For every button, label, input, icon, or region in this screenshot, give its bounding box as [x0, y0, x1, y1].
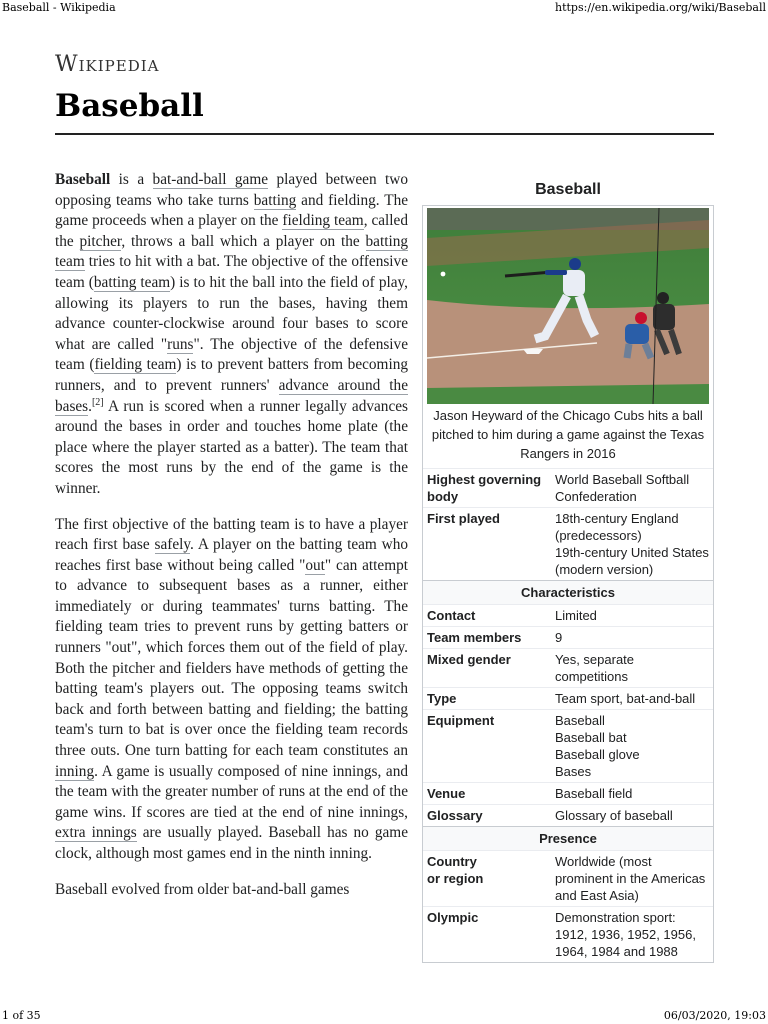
print-timestamp: 06/03/2020, 19:03 [663, 1009, 766, 1022]
link-pitcher[interactable]: pitcher [79, 232, 122, 250]
print-header [0, 0, 768, 16]
row-label: Team members [427, 630, 522, 645]
row-value[interactable]: Baseball field [555, 786, 633, 801]
row-label: First played [427, 511, 500, 526]
section-presence: Presence [423, 826, 713, 850]
row-label-line: Country [427, 854, 477, 869]
wikipedia-wordmark[interactable]: Wikipedia [55, 52, 160, 77]
link-fielding-team-2[interactable]: fielding team [94, 356, 177, 374]
text: and fielding. The game proceeds when a player on the [55, 191, 409, 230]
row-label: Olympic [427, 910, 479, 925]
row-country-or-region [423, 850, 713, 906]
link-batting-team[interactable]: batting team [55, 232, 408, 271]
row-value: Yes, separate competitions [555, 652, 635, 684]
paragraph-1 [55, 170, 408, 500]
page-count: 1 of 35 [2, 1009, 41, 1022]
row-label: Type [427, 691, 457, 706]
link-safely[interactable]: safely [154, 536, 191, 554]
row-team-members [423, 626, 713, 648]
equipment-item[interactable]: Bases [555, 764, 592, 779]
text: The first objective of the batting team is to have a player reach first base [55, 515, 408, 554]
first-played-modern: 19th-century United States (modern version) [555, 545, 709, 577]
text: " can attempt to advance to subsequent bases as a runner, either immediately or during teammates' turns batting. The fielding team tries to prevent runs by getting batters or runners "out", which forces them out of the field of play. Both the pitcher and fielders have methods of getting the batting team's players out. The opposing teams switch back and forth between batting and fielding; the batting team's turn to bat is over once the fielding team records three outs. One turn batting for each team constitutes an [55, 556, 409, 760]
infobox [422, 175, 714, 963]
row-contact [423, 604, 713, 626]
row-label: Glossary [427, 808, 483, 823]
text: . A game is usually composed of nine innings, and the team with the greater number of runs at the end of the game wins. If scores are tied at the end of nine innings, [55, 762, 408, 821]
first-played-predecessors: 18th-century England (predecessors) [555, 511, 679, 543]
text: . [88, 397, 92, 415]
paragraph-2 [55, 515, 408, 865]
row-label: Equipment [427, 713, 495, 728]
row-label: Highest governing body [427, 472, 542, 504]
row-first-played [423, 507, 713, 580]
reference-2[interactable]: [2] [91, 396, 104, 408]
link-runs[interactable]: runs [167, 335, 194, 353]
row-label-line: or region [427, 871, 484, 886]
article-body [55, 170, 408, 915]
baseball-game-photo[interactable] [427, 208, 709, 404]
row-type [423, 687, 713, 709]
link-bat-and-ball-game[interactable]: bat-and-ball game [152, 171, 269, 188]
row-value: Worldwide (most prominent in the Americas and East Asia) [555, 854, 706, 903]
row-glossary [423, 804, 713, 826]
row-label: Contact [427, 608, 476, 623]
link-inning[interactable]: inning [55, 762, 95, 780]
text: ) is to prevent batters from becoming runners, and to prevent runners' [55, 356, 408, 394]
row-olympic [423, 906, 713, 962]
infobox-caption: Jason Heyward of the Chicago Cubs hits a ball pitched to him during a game against the Texas Rangers in 2016 [431, 408, 705, 461]
row-label [427, 853, 555, 904]
link-advance-around-the-bases[interactable]: advance around the bases [55, 376, 408, 415]
row-value [555, 510, 709, 578]
row-value: Limited [555, 608, 597, 623]
row-value: Demonstration sport: 1912, 1936, 1952, 1956, 1964, 1984 and 1988 [555, 910, 696, 959]
text: played between two opposing teams who take turns [55, 171, 408, 209]
text: ". The objective of the defensive team ( [55, 335, 408, 374]
text: A run is scored when a runner legally advances around the bases in order and touches home plate (the place where the player started as a batter). The team that scores the most runs by the end of the game is the winner. [55, 397, 408, 497]
text: , throws a ball which a player on the [121, 232, 366, 250]
row-highest-governing-body [423, 468, 713, 507]
row-value: 9 [555, 630, 563, 645]
equipment-item[interactable]: Baseball glove [555, 747, 640, 762]
link-batting-team-2[interactable]: batting team [93, 273, 171, 291]
row-value[interactable]: Team sport, bat-and-ball [555, 691, 696, 706]
text: , called the [55, 212, 408, 250]
row-mixed-gender [423, 648, 713, 687]
text: are usually played. Baseball has no game clock, although most games end in the ninth inning. [55, 824, 408, 862]
text: tries to hit with a bat. The objective of the offensive team ( [55, 253, 408, 291]
lead-term: Baseball [55, 171, 111, 188]
row-venue [423, 782, 713, 804]
row-label: Mixed gender [427, 652, 511, 667]
text: ) is to hit the ball into the field of play, allowing its players to run the bases, having them advance counter-clockwise around four bases to score what are called " [55, 273, 408, 353]
page-title: Baseball [55, 88, 204, 124]
title-divider [55, 133, 714, 135]
text: . A player on the batting team who reaches first base without being called " [55, 536, 409, 574]
link-fielding-team[interactable]: fielding team [282, 212, 364, 230]
print-page-title: Baseball - Wikipedia [2, 1, 116, 14]
print-footer [0, 1008, 768, 1024]
equipment-item[interactable]: Baseball [555, 713, 605, 728]
infobox-frame [422, 205, 714, 963]
row-value [555, 712, 709, 780]
equipment-item[interactable]: Baseball bat [555, 730, 627, 745]
text: Baseball evolved from older bat-and-ball games [55, 880, 350, 898]
row-equipment [423, 709, 713, 782]
link-extra-innings[interactable]: extra innings [55, 824, 137, 842]
print-url: https://en.wikipedia.org/wiki/Baseball [555, 1, 766, 14]
link-out[interactable]: out [305, 556, 325, 574]
row-value[interactable]: Glossary of baseball [555, 808, 673, 823]
link-batting[interactable]: batting [253, 191, 297, 209]
infobox-title: Baseball [535, 181, 601, 198]
row-label: Venue [427, 786, 466, 801]
text: is a [110, 171, 153, 188]
row-value[interactable]: World Baseball Softball Confederation [555, 472, 690, 504]
paragraph-3 [55, 880, 408, 901]
section-characteristics: Characteristics [423, 580, 713, 604]
